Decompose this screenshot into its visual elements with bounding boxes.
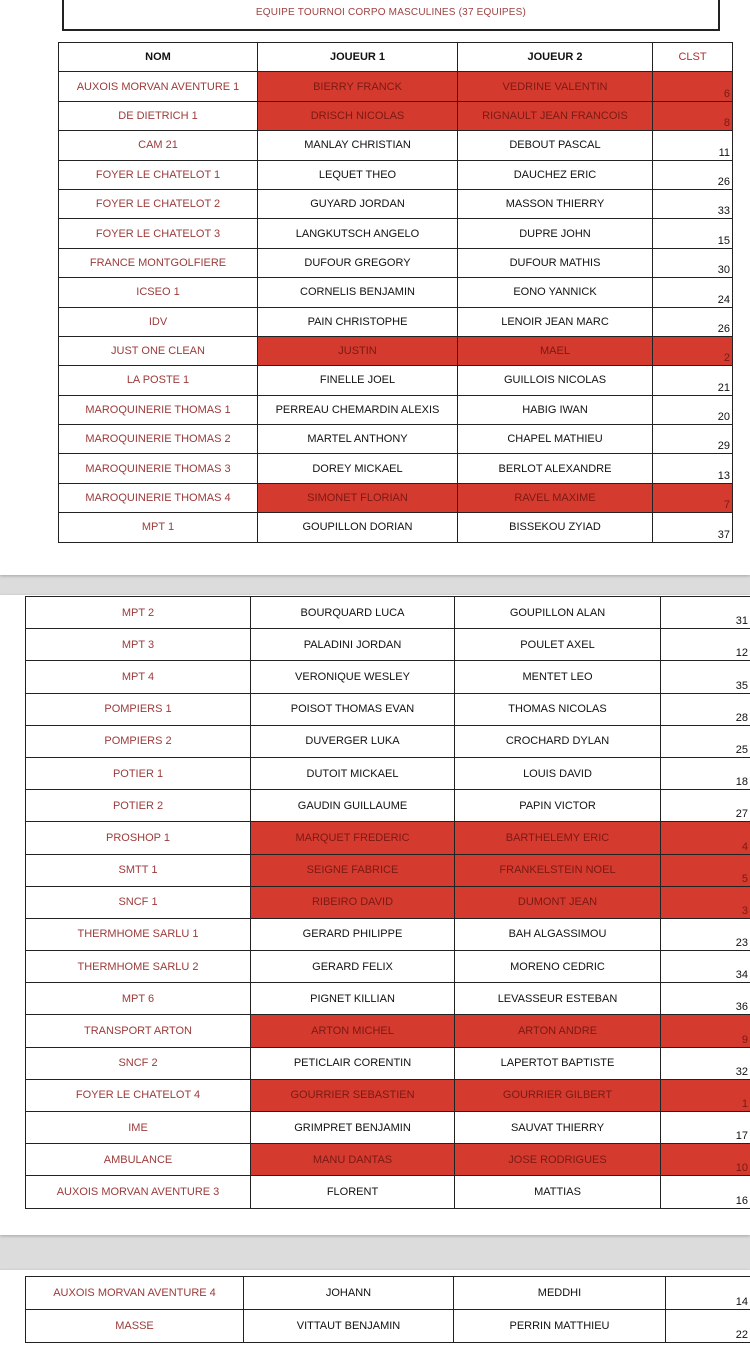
table-row [59, 307, 733, 336]
player1-cell: RIBEIRO DAVID [251, 886, 455, 918]
table-row [26, 886, 750, 918]
table-row [59, 395, 733, 424]
header-team: NOM [59, 43, 258, 72]
player2-cell: BERLOT ALEXANDRE [458, 454, 653, 483]
team-name-cell: POTIER 2 [26, 790, 251, 822]
team-name-cell: TRANSPORT ARTON [26, 1015, 251, 1047]
team-name-cell: THERMHOME SARLU 1 [26, 918, 251, 950]
player1-cell: GAUDIN GUILLAUME [251, 790, 455, 822]
rank-cell: 10 [661, 1144, 750, 1176]
table-row [26, 725, 750, 757]
team-name-cell: FOYER LE CHATELOT 3 [59, 219, 258, 248]
team-name-cell: CAM 21 [59, 131, 258, 160]
player1-cell: FINELLE JOEL [258, 366, 458, 395]
player1-cell: LEQUET THEO [258, 160, 458, 189]
rank-cell: 5 [661, 854, 750, 886]
table-row [59, 219, 733, 248]
rank-cell: 1 [661, 1079, 750, 1111]
rank-cell: 11 [653, 131, 733, 160]
player2-cell: EONO YANNICK [458, 278, 653, 307]
player1-cell: GRIMPRET BENJAMIN [251, 1112, 455, 1144]
team-name-cell: AUXOIS MORVAN AVENTURE 4 [26, 1277, 244, 1310]
rank-cell: 36 [661, 983, 750, 1015]
player2-cell: DAUCHEZ ERIC [458, 160, 653, 189]
table-row [26, 1047, 750, 1079]
table-row [26, 757, 750, 789]
player1-cell: CORNELIS BENJAMIN [258, 278, 458, 307]
player2-cell: BAH ALGASSIMOU [455, 918, 661, 950]
rank-cell: 18 [661, 757, 750, 789]
player2-cell: HABIG IWAN [458, 395, 653, 424]
player2-cell: THOMAS NICOLAS [455, 693, 661, 725]
player2-cell: BARTHELEMY ERIC [455, 822, 661, 854]
team-name-cell: FOYER LE CHATELOT 1 [59, 160, 258, 189]
table-row [26, 1176, 750, 1208]
rank-cell: 26 [653, 307, 733, 336]
rank-cell: 8 [653, 101, 733, 130]
team-name-cell: IME [26, 1112, 251, 1144]
player1-cell: JUSTIN [258, 336, 458, 365]
player2-cell: VEDRINE VALENTIN [458, 72, 653, 101]
header-rank: CLST [653, 43, 733, 72]
player1-cell: BIERRY FRANCK [258, 72, 458, 101]
table-row [26, 854, 750, 886]
player2-cell: RAVEL MAXIME [458, 483, 653, 512]
team-name-cell: FRANCE MONTGOLFIERE [59, 248, 258, 277]
table-row [26, 1112, 750, 1144]
team-name-cell: ICSEO 1 [59, 278, 258, 307]
player2-cell: DEBOUT PASCAL [458, 131, 653, 160]
rank-cell: 21 [653, 366, 733, 395]
rank-cell: 2 [653, 336, 733, 365]
table-header-row [59, 43, 733, 72]
table-row [26, 1015, 750, 1047]
table-row [59, 72, 733, 101]
player2-cell: CHAPEL MATHIEU [458, 425, 653, 454]
team-name-cell: AMBULANCE [26, 1144, 251, 1176]
team-name-cell: POTIER 1 [26, 757, 251, 789]
player2-cell: MEDDHI [454, 1277, 666, 1310]
table-row [59, 454, 733, 483]
rank-cell: 4 [661, 822, 750, 854]
rank-cell: 14 [666, 1277, 750, 1310]
table-row [26, 822, 750, 854]
player1-cell: JOHANN [244, 1277, 454, 1310]
table-row [26, 983, 750, 1015]
player1-cell: MANLAY CHRISTIAN [258, 131, 458, 160]
team-name-cell: MPT 6 [26, 983, 251, 1015]
player1-cell: DOREY MICKAEL [258, 454, 458, 483]
team-name-cell: AUXOIS MORVAN AVENTURE 1 [59, 72, 258, 101]
team-name-cell: THERMHOME SARLU 2 [26, 951, 251, 983]
team-name-cell: POMPIERS 1 [26, 693, 251, 725]
player2-cell: GOURRIER GILBERT [455, 1079, 661, 1111]
team-name-cell: POMPIERS 2 [26, 725, 251, 757]
table-row [59, 160, 733, 189]
table-row [59, 131, 733, 160]
player2-cell: GUILLOIS NICOLAS [458, 366, 653, 395]
table-row [26, 1079, 750, 1111]
player2-cell: LOUIS DAVID [455, 757, 661, 789]
player2-cell: POULET AXEL [455, 629, 661, 661]
player1-cell: ARTON MICHEL [251, 1015, 455, 1047]
player2-cell: RIGNAULT JEAN FRANCOIS [458, 101, 653, 130]
team-name-cell: JUST ONE CLEAN [59, 336, 258, 365]
team-name-cell: SMTT 1 [26, 854, 251, 886]
rank-cell: 37 [653, 513, 733, 542]
team-name-cell: DE DIETRICH 1 [59, 101, 258, 130]
rank-cell: 31 [661, 597, 750, 629]
rank-cell: 23 [661, 918, 750, 950]
player2-cell: SAUVAT THIERRY [455, 1112, 661, 1144]
player2-cell: CROCHARD DYLAN [455, 725, 661, 757]
player2-cell: LENOIR JEAN MARC [458, 307, 653, 336]
player2-cell: JOSE RODRIGUES [455, 1144, 661, 1176]
player1-cell: VERONIQUE WESLEY [251, 661, 455, 693]
player2-cell: PERRIN MATTHIEU [454, 1310, 666, 1343]
player2-cell: BISSEKOU ZYIAD [458, 513, 653, 542]
rank-cell: 7 [653, 483, 733, 512]
player1-cell: MARTEL ANTHONY [258, 425, 458, 454]
team-name-cell: MAROQUINERIE THOMAS 1 [59, 395, 258, 424]
player1-cell: DRISCH NICOLAS [258, 101, 458, 130]
player1-cell: GOURRIER SEBASTIEN [251, 1079, 455, 1111]
rank-cell: 28 [661, 693, 750, 725]
team-name-cell: MPT 4 [26, 661, 251, 693]
player1-cell: GUYARD JORDAN [258, 189, 458, 218]
player1-cell: GOUPILLON DORIAN [258, 513, 458, 542]
table-row [26, 918, 750, 950]
team-name-cell: MAROQUINERIE THOMAS 2 [59, 425, 258, 454]
rank-cell: 27 [661, 790, 750, 822]
table-row [26, 661, 750, 693]
team-table-page-3 [25, 1276, 750, 1343]
player1-cell: BOURQUARD LUCA [251, 597, 455, 629]
table-row [26, 1310, 750, 1343]
player1-cell: DUFOUR GREGORY [258, 248, 458, 277]
player2-cell: LAPERTOT BAPTISTE [455, 1047, 661, 1079]
player2-cell: LEVASSEUR ESTEBAN [455, 983, 661, 1015]
rank-cell: 34 [661, 951, 750, 983]
rank-cell: 17 [661, 1112, 750, 1144]
team-name-cell: SNCF 2 [26, 1047, 251, 1079]
team-name-cell: LA POSTE 1 [59, 366, 258, 395]
player2-cell: FRANKELSTEIN NOEL [455, 854, 661, 886]
player2-cell: MENTET LEO [455, 661, 661, 693]
rank-cell: 13 [653, 454, 733, 483]
team-name-cell: AUXOIS MORVAN AVENTURE 3 [26, 1176, 251, 1208]
player1-cell: MARQUET FREDERIC [251, 822, 455, 854]
table-row [26, 629, 750, 661]
table-row [59, 513, 733, 542]
rank-cell: 3 [661, 886, 750, 918]
team-table-page-2 [25, 596, 750, 1209]
team-name-cell: MAROQUINERIE THOMAS 4 [59, 483, 258, 512]
document-title: EQUIPE TOURNOI CORPO MASCULINES (37 EQUIPES) [62, 0, 720, 31]
table-row [59, 101, 733, 130]
table-row [59, 425, 733, 454]
table-row [59, 336, 733, 365]
table-row [26, 1144, 750, 1176]
rank-cell: 9 [661, 1015, 750, 1047]
team-name-cell: MPT 2 [26, 597, 251, 629]
table-row [59, 483, 733, 512]
team-name-cell: MAROQUINERIE THOMAS 3 [59, 454, 258, 483]
rank-cell: 33 [653, 189, 733, 218]
rank-cell: 15 [653, 219, 733, 248]
rank-cell: 12 [661, 629, 750, 661]
player1-cell: SIMONET FLORIAN [258, 483, 458, 512]
player2-cell: GOUPILLON ALAN [455, 597, 661, 629]
rank-cell: 35 [661, 661, 750, 693]
player1-cell: GERARD PHILIPPE [251, 918, 455, 950]
rank-cell: 24 [653, 278, 733, 307]
rank-cell: 6 [653, 72, 733, 101]
player2-cell: ARTON ANDRE [455, 1015, 661, 1047]
table-row [26, 1277, 750, 1310]
player1-cell: PERREAU CHEMARDIN ALEXIS [258, 395, 458, 424]
rank-cell: 26 [653, 160, 733, 189]
team-name-cell: FOYER LE CHATELOT 4 [26, 1079, 251, 1111]
player2-cell: MASSON THIERRY [458, 189, 653, 218]
team-table-page-1 [58, 42, 733, 543]
player1-cell: PAIN CHRISTOPHE [258, 307, 458, 336]
player2-cell: MORENO CEDRIC [455, 951, 661, 983]
player1-cell: PETICLAIR CORENTIN [251, 1047, 455, 1079]
team-name-cell: MASSE [26, 1310, 244, 1343]
team-name-cell: SNCF 1 [26, 886, 251, 918]
rank-cell: 22 [666, 1310, 750, 1343]
rank-cell: 25 [661, 725, 750, 757]
header-player1: JOUEUR 1 [258, 43, 458, 72]
player2-cell: DUPRE JOHN [458, 219, 653, 248]
player1-cell: DUTOIT MICKAEL [251, 757, 455, 789]
table-row [26, 693, 750, 725]
player2-cell: DUFOUR MATHIS [458, 248, 653, 277]
table-row [59, 189, 733, 218]
table-row [26, 597, 750, 629]
team-name-cell: PROSHOP 1 [26, 822, 251, 854]
player1-cell: MANU DANTAS [251, 1144, 455, 1176]
table-row [59, 248, 733, 277]
team-name-cell: FOYER LE CHATELOT 2 [59, 189, 258, 218]
player1-cell: GERARD FELIX [251, 951, 455, 983]
rank-cell: 32 [661, 1047, 750, 1079]
player2-cell: MATTIAS [455, 1176, 661, 1208]
player1-cell: POISOT THOMAS EVAN [251, 693, 455, 725]
player1-cell: VITTAUT BENJAMIN [244, 1310, 454, 1343]
table-row [59, 366, 733, 395]
player2-cell: DUMONT JEAN [455, 886, 661, 918]
header-player2: JOUEUR 2 [458, 43, 653, 72]
player1-cell: SEIGNE FABRICE [251, 854, 455, 886]
rank-cell: 20 [653, 395, 733, 424]
player1-cell: PALADINI JORDAN [251, 629, 455, 661]
player1-cell: FLORENT [251, 1176, 455, 1208]
player1-cell: DUVERGER LUKA [251, 725, 455, 757]
team-name-cell: MPT 3 [26, 629, 251, 661]
player1-cell: LANGKUTSCH ANGELO [258, 219, 458, 248]
table-row [26, 790, 750, 822]
table-row [26, 951, 750, 983]
player2-cell: PAPIN VICTOR [455, 790, 661, 822]
rank-cell: 16 [661, 1176, 750, 1208]
player2-cell: MAEL [458, 336, 653, 365]
rank-cell: 29 [653, 425, 733, 454]
rank-cell: 30 [653, 248, 733, 277]
team-name-cell: IDV [59, 307, 258, 336]
team-name-cell: MPT 1 [59, 513, 258, 542]
player1-cell: PIGNET KILLIAN [251, 983, 455, 1015]
table-row [59, 278, 733, 307]
